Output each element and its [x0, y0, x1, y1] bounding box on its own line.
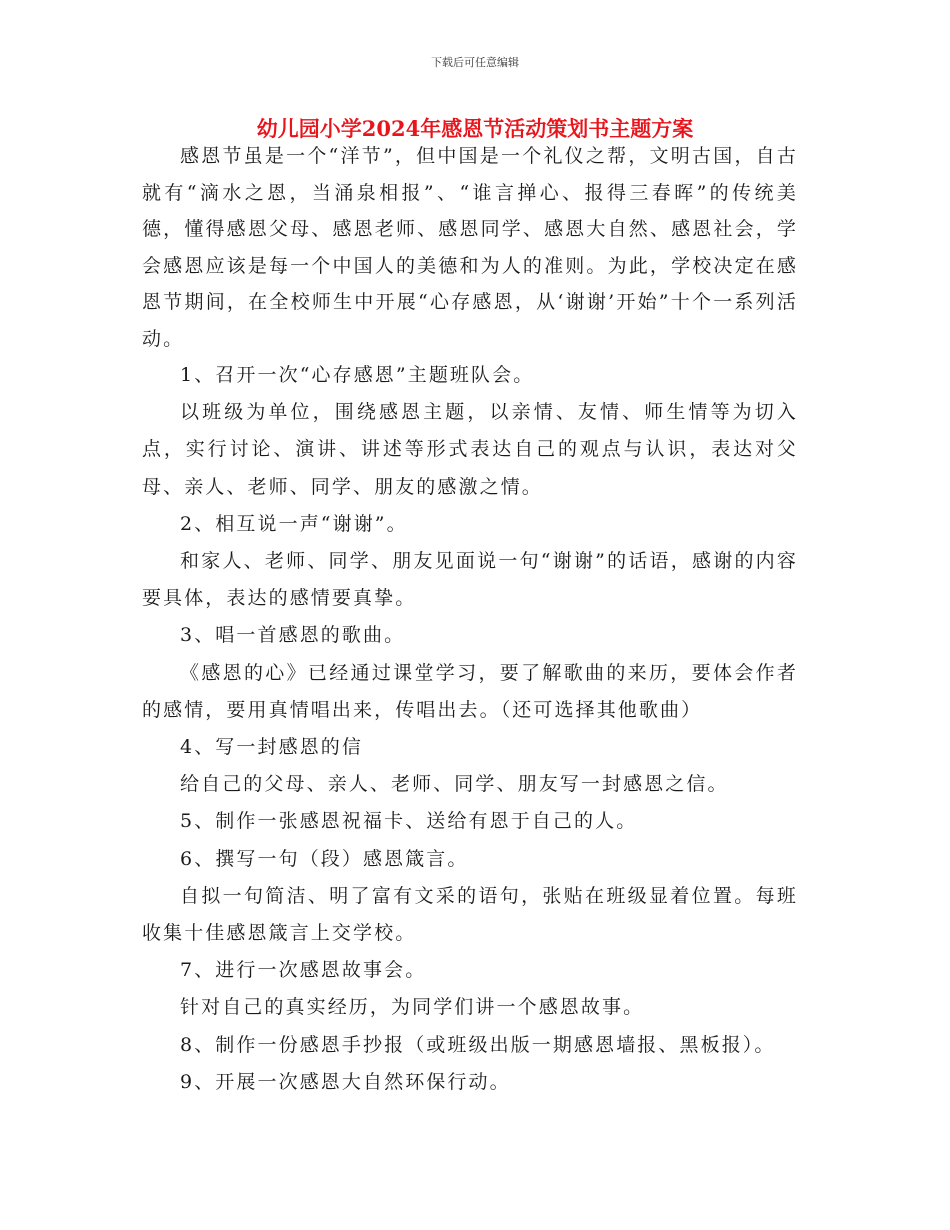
page-header-note: 下载后可任意编辑 [431, 56, 519, 69]
item-4-description: 给自己的父母、亲人、老师、同学、朋友写一封感恩之信。 [180, 773, 729, 796]
item-1-heading: 1、召开一次“心存感恩”主题班队会。 [180, 364, 535, 386]
item-5-heading: 5、制作一张感恩祝福卡、送给有恩于自己的人。 [180, 810, 638, 833]
item-8-heading: 8、制作一份感恩手抄报（或班级出版一期感恩墙报、黑板报）。 [180, 1033, 776, 1056]
item-3-heading: 3、唱一首感恩的歌曲。 [180, 624, 406, 647]
intro-paragraph: 感恩节虽是一个“洋节”，但中国是一个礼仪之帮，文明古国，自古就有“滴水之恩，当涌泉相报”、“谁言掸心、报得三春晖”的传统美德，懂得感恩父母、感恩老师、感恩同学、感恩大自然、感恩社会，学会感恩应该是每一个中国人的美德和为人的准则。为此，学校决定在感恩节期间，在全校师生中开展“心存感恩，从‘谢谢’开始”十个一系列活动。 [142, 145, 798, 350]
item-9-heading: 9、开展一次感恩大自然环保行动。 [180, 1070, 511, 1093]
item-6-description: 自拟一句简洁、明了富有文采的语句，张贴在班级显着位置。每班收集十佳感恩箴言上交学校。 [142, 884, 798, 945]
item-7-heading: 7、进行一次感恩故事会。 [180, 959, 427, 982]
item-7-description: 针对自己的真实经历，为同学们讲一个感恩故事。 [180, 996, 645, 1019]
item-6-heading: 6、撰写一句（段）感恩箴言。 [180, 847, 469, 870]
item-2-description: 和家人、老师、同学、朋友见面说一句“谢谢”的话语，感谢的内容要具体，表达的感情要真挚。 [142, 550, 798, 610]
document-title: 幼儿园小学2024年感恩节活动策划书主题方案 [256, 116, 694, 141]
document-body [142, 138, 798, 1101]
item-1-description: 以班级为单位，围绕感恩主题，以亲情、友情、师生情等为切入点，实行讨论、演讲、讲述等形式表达自己的观点与认识，表达对父母、亲人、老师、同学、朋友的感激之情。 [142, 401, 798, 498]
item-4-heading: 4、写一封感恩的信 [180, 736, 363, 759]
item-3-description: 《感恩的心》已经通过课堂学习，要了解歌曲的来历，要体会作者的感情，要用真情唱出来，传唱出去。（还可选择其他歌曲） [142, 661, 798, 721]
item-2-heading: 2、相互说一声“谢谢”。 [180, 512, 408, 535]
